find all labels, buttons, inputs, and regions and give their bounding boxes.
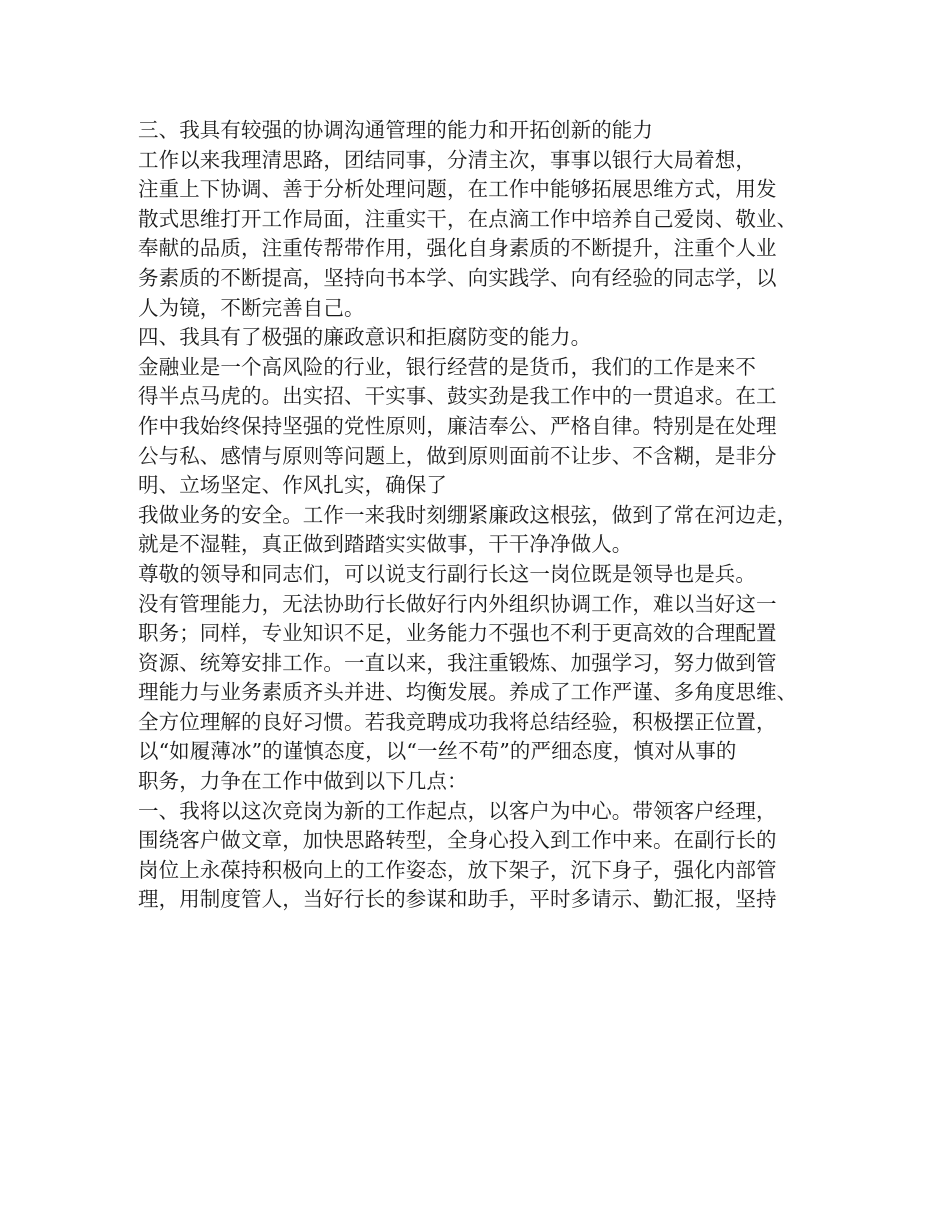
text-line: 公与私、感情与原则等问题上，做到原则面前不让步、不含糊，是非分 <box>138 443 777 468</box>
text-line: 注重上下协调、善于分析处理问题，在工作中能够拓展思维方式，用发 <box>138 177 777 202</box>
text-line: 我做业务的安全。工作一来我时刻绷紧廉政这根弦，做到了常在河边走， <box>138 502 798 527</box>
text-line: 金融业是一个高风险的行业，银行经营的是货币，我们的工作是来不 <box>138 354 756 379</box>
text-line: 明、立场坚定、作风扎实，确保了 <box>138 473 447 498</box>
text-line: 以“如履薄冰”的谨慎态度，以“一丝不苟”的严细态度，慎对从事的 <box>138 739 737 764</box>
text-line: 没有管理能力，无法协助行长做好行内外组织协调工作，难以当好这一 <box>138 591 777 616</box>
text-line: 资源、统筹安排工作。一直以来，我注重锻炼、加强学习，努力做到管 <box>138 650 777 675</box>
text-line: 人为镜，不断完善自己。 <box>138 295 365 320</box>
text-line: 三、我具有较强的协调沟通管理的能力和开拓创新的能力 <box>138 118 653 142</box>
text-line: 职务，力争在工作中做到以下几点： <box>138 769 468 794</box>
text-line: 理，用制度管人，当好行长的参谋和助手，平时多请示、勤汇报，坚持 <box>138 887 777 912</box>
text-line: 就是不湿鞋，真正做到踏踏实实做事，干干净净做人。 <box>138 532 633 557</box>
text-line: 理能力与业务素质齐头并进、均衡发展。养成了工作严谨、多角度思维、 <box>138 680 798 705</box>
text-line: 作中我始终保持坚强的党性原则，廉洁奉公、严格自律。特别是在处理 <box>138 413 777 438</box>
text-line: 一、我将以这次竞岗为新的工作起点，以客户为中心。带领客户经理， <box>138 798 777 823</box>
text-line: 务素质的不断提高，坚持向书本学、向实践学、向有经验的同志学，以 <box>138 265 777 290</box>
document-body <box>138 116 828 915</box>
text-line: 全方位理解的良好习惯。若我竞聘成功我将总结经验，积极摆正位置， <box>138 709 777 734</box>
text-line: 得半点马虎的。出实招、干实事、鼓实劲是我工作中的一贯追求。在工 <box>138 384 777 409</box>
text-line: 岗位上永葆持积极向上的工作姿态，放下架子，沉下身子，强化内部管 <box>138 857 777 882</box>
text-line: 散式思维打开工作局面，注重实干，在点滴工作中培养自己爱岗、敬业、 <box>138 206 798 231</box>
text-line: 奉献的品质，注重传帮带作用，强化自身素质的不断提升，注重个人业 <box>138 236 777 261</box>
text-line: 尊敬的领导和同志们，可以说支行副行长这一岗位既是领导也是兵。 <box>138 561 756 586</box>
text-line: 四、我具有了极强的廉政意识和拒腐防变的能力。 <box>138 325 592 350</box>
text-line: 职务；同样，专业知识不足，业务能力不强也不利于更高效的合理配置 <box>138 621 777 646</box>
text-line: 围绕客户做文章，加快思路转型，全身心投入到工作中来。在副行长的 <box>138 828 777 853</box>
text-line: 工作以来我理清思路，团结同事，分清主次，事事以银行大局着想， <box>138 147 756 172</box>
